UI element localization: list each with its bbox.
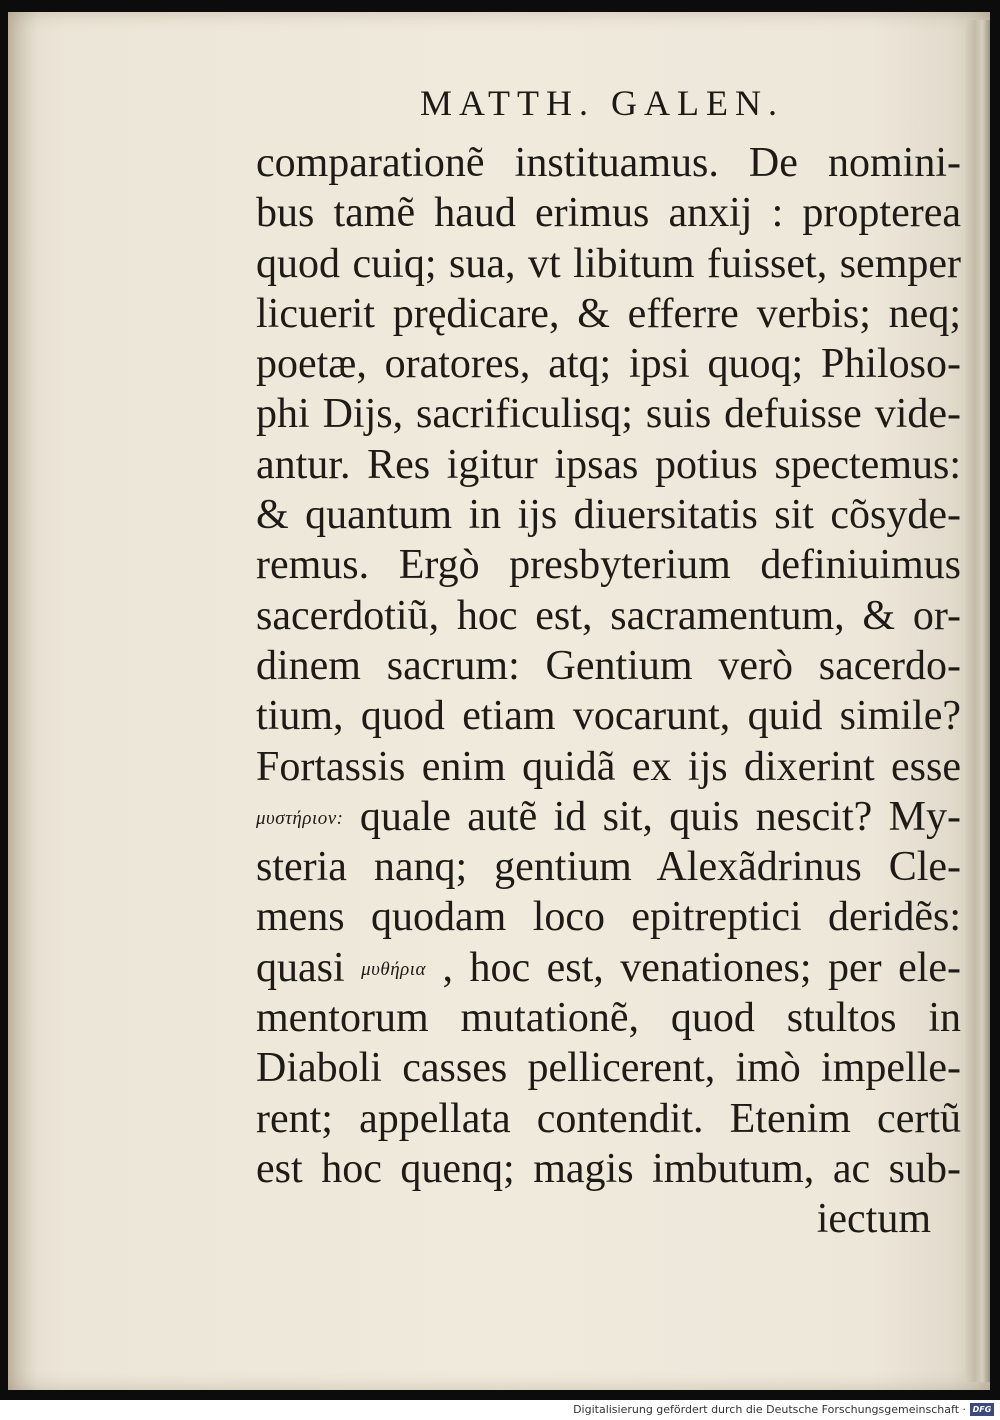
line-text: mentorum mutationẽ, quod stultos in [256,995,961,1042]
line-text: steria nanq; gentium Alexãdrinus Cle- [256,844,961,891]
text-line [256,742,961,792]
page-fore-edge [965,20,990,1382]
text-line [256,490,961,540]
text-line [256,892,961,942]
line-text: est hoc quenq; magis imbutum, ac sub- [256,1145,961,1192]
line-text: Diaboli casses pellicerent, imò impelle- [256,1045,961,1092]
text-line [256,842,961,892]
text-line [256,1094,961,1144]
text-line [256,792,961,842]
line-text: phi Dijs, sacrificulisq; suis defuisse vide- [256,391,961,438]
line-text: quale autẽ id sit, quis nescit? My- [359,793,961,840]
line-text: dinem sacrum: Gentium verò sacerdo- [256,642,961,689]
line-text: Fortassis enim quidã ex ijs dixerint esse [256,743,961,790]
running-head: MATTH. GALEN. [420,83,784,123]
text-line [256,691,961,741]
text-line [256,440,961,490]
line-text: antur. Res igitur ipsas potius spectemus: [256,441,961,488]
line-text: quod cuiq; sua, vt libitum fuisset, semper [256,240,961,287]
line-text: rent; appellata contendit. Etenim certũ [256,1095,961,1142]
line-text: mens quodam loco epitreptici deridẽs: [256,894,961,941]
text-line [256,339,961,389]
line-lead-word: quasi [256,944,345,991]
digitization-credit: Digitalisierung gefördert durch die Deutsche Forschungsgemeinschaft · [573,1403,966,1416]
text-line [256,1043,961,1093]
text-line [256,138,961,188]
text-line [256,188,961,238]
text-line [256,943,961,993]
greek-word: μυστήριον: [256,807,344,829]
line-text: comparationẽ instituamus. De nomini- [256,140,961,186]
gutter-shadow [8,12,38,1390]
text-line [256,993,961,1043]
text-line [256,1144,961,1194]
footer-bar [0,1400,1000,1420]
catchword: iectum [816,1196,931,1243]
dfg-logo-icon: DFG [970,1403,994,1416]
line-text: bus tamẽ haud erimus anxij : propterea [256,190,961,237]
line-text: sacerdotiũ, hoc est, sacramentum, & or- [256,592,961,639]
text-line [256,540,961,590]
line-text: licuerit prędicare, & efferre verbis; neq; [256,290,961,337]
body-text [256,138,961,1245]
text-line [256,289,961,339]
line-text: , hoc est, venationes; per ele- [442,944,961,991]
text-line [256,239,961,289]
text-line [256,591,961,641]
line-text: remus. Ergò presbyterium definiuimus [256,542,961,589]
line-text: tium, quod etiam vocarunt, quid simile? [256,693,961,740]
line-text: & quantum in ijs diuersitatis sit cõsyde- [256,492,961,539]
line-text: poetæ, oratores, atq; ipsi quoq; Philoso- [256,341,961,388]
text-line [256,389,961,439]
text-line [256,641,961,691]
greek-word: μυθήρια [361,958,427,980]
